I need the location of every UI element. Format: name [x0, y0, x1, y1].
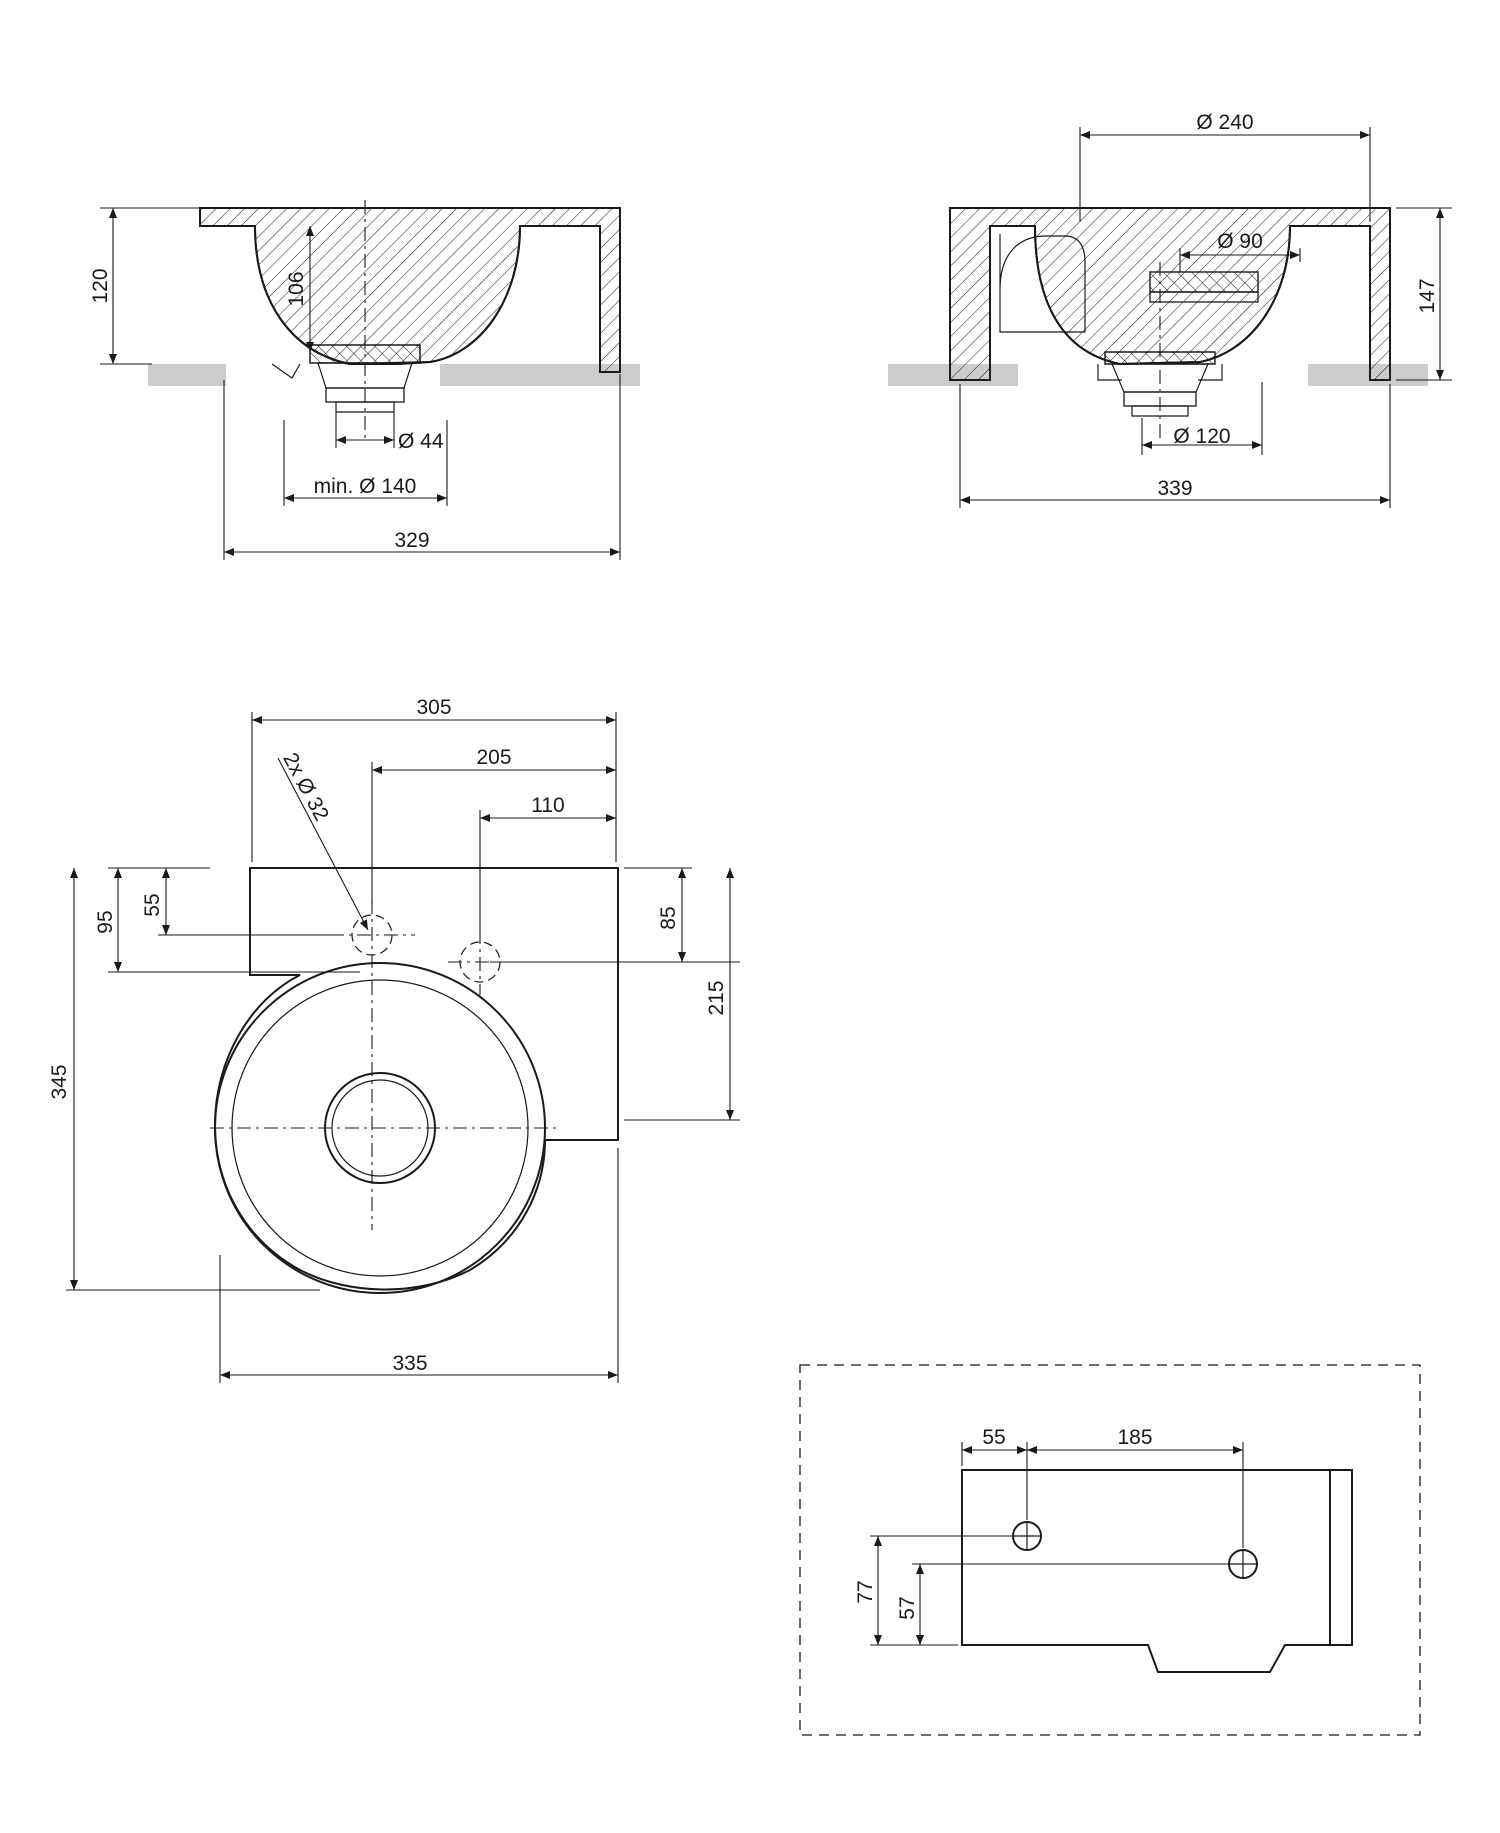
dim-ss-d120: Ø 120	[1173, 425, 1231, 448]
dim-tv-335: 335	[392, 1352, 428, 1375]
dim-ss-147: 147	[1416, 278, 1439, 314]
top-view-dimensions	[48, 696, 740, 1383]
dim-tv-345: 345	[48, 1064, 71, 1100]
dim-fs-min140: min. Ø 140	[313, 475, 417, 498]
detail-view-geometry	[800, 1365, 1420, 1735]
dim-dv-57: 57	[896, 1596, 919, 1620]
dim-tv-95: 95	[94, 910, 117, 934]
dim-tv-305: 305	[416, 696, 452, 719]
detail-view-dimensions	[854, 1426, 1243, 1645]
dim-ss-339: 339	[1157, 477, 1193, 500]
top-view-geometry	[210, 868, 618, 1293]
side-section-geometry	[888, 208, 1428, 438]
dim-dv-55: 55	[982, 1426, 1006, 1449]
dim-ss-d240: Ø 240	[1196, 111, 1254, 134]
dim-tv-2x32: 2x Ø 32	[278, 749, 334, 825]
dim-tv-110: 110	[531, 794, 565, 817]
front-section-geometry	[148, 200, 640, 440]
dim-fs-120: 120	[89, 268, 112, 304]
dim-dv-185: 185	[1117, 1426, 1153, 1449]
dim-fs-d44: Ø 44	[398, 430, 444, 453]
dim-dv-77: 77	[854, 1580, 877, 1604]
dim-fs-329: 329	[394, 529, 430, 552]
dim-ss-d90: Ø 90	[1217, 230, 1263, 253]
dim-tv-205: 205	[476, 746, 512, 769]
dim-tv-55: 55	[141, 893, 164, 917]
dim-fs-106: 106	[285, 271, 308, 307]
dim-tv-85: 85	[657, 906, 680, 930]
dim-tv-215: 215	[705, 980, 728, 1016]
